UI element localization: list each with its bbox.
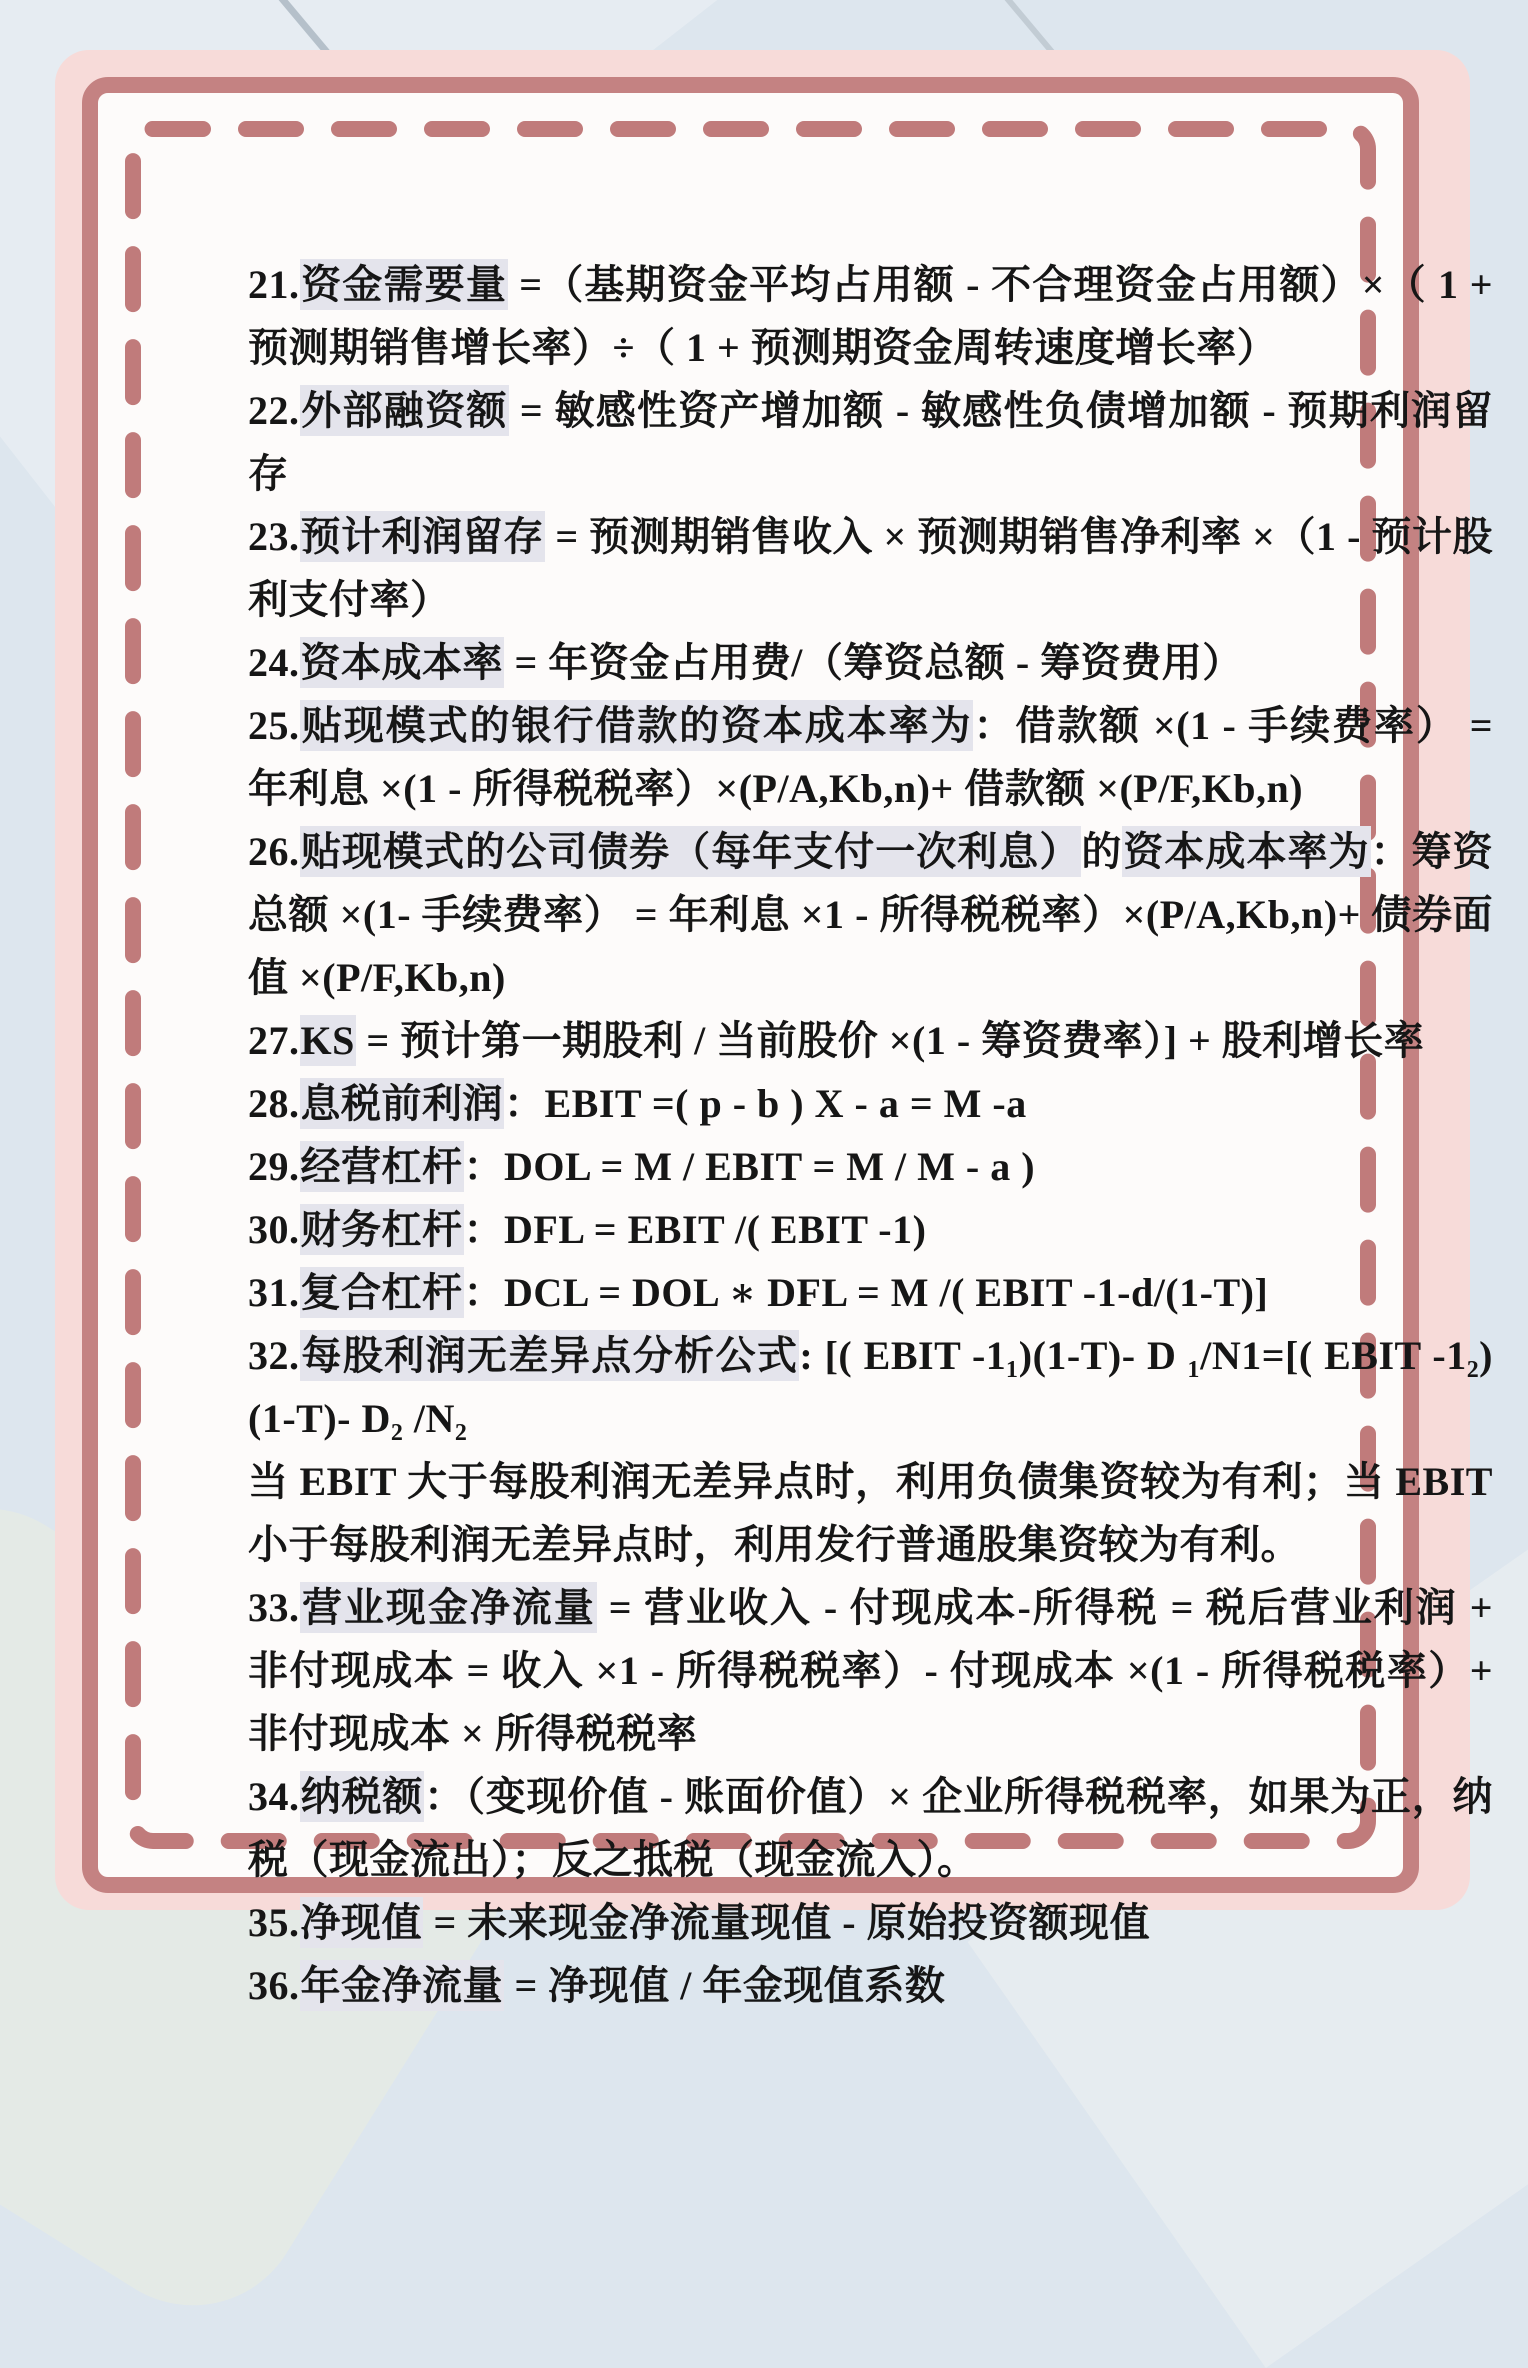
pink-card xyxy=(55,50,1494,2008)
formula-item xyxy=(248,1261,1493,1324)
item-number: 29. xyxy=(248,1144,300,1189)
formula-text: ：借款额 ×(1 - 手续费率） = 年利息 ×(1 - 所得税税率）×(P/A,Kb,n)+ 借款额 ×(P/F,Kb,n) xyxy=(248,703,1493,811)
term-highlight: 营业现金净流量 xyxy=(300,1582,597,1633)
formula-item xyxy=(248,820,1493,1009)
term-highlight: 资金需要量 xyxy=(300,259,509,310)
formula-item xyxy=(248,631,1493,694)
formula-item xyxy=(248,1324,1493,1450)
term-highlight: 资本成本率为 xyxy=(1122,826,1370,877)
formula-text: = 净现值 / 年金现值系数 xyxy=(504,1963,946,2008)
term-highlight: 外部融资额 xyxy=(300,385,509,436)
formula-text: = 年资金占用费/（筹资总额 - 筹资费用） xyxy=(504,640,1243,685)
formula-text: ：DOL = M / EBIT = M / M - a ) xyxy=(463,1144,1036,1189)
item-number: 26. xyxy=(248,829,300,874)
item-number: 22. xyxy=(248,388,300,433)
term-highlight: 财务杠杆 xyxy=(300,1204,464,1255)
item-number: 33. xyxy=(248,1585,300,1630)
item-number: 27. xyxy=(248,1018,300,1063)
item-number: 30. xyxy=(248,1207,300,1252)
formula-item xyxy=(248,505,1493,631)
item-number: 31. xyxy=(248,1270,300,1315)
formula-item xyxy=(248,379,1493,505)
formula-item xyxy=(248,1009,1493,1072)
formula-text: =（基期资金平均占用额 - 不合理资金占用额）×（ 1 + 预测期销售增长率）÷（ 1 + 预测期资金周转速度增长率） xyxy=(248,262,1494,370)
formula-text: ：DFL = EBIT /( EBIT -1) xyxy=(463,1207,927,1252)
formula-text: = 预测期销售收入 × 预测期销售净利率 ×（1 - 预计股利支付率） xyxy=(248,514,1494,622)
term-separator: 的 xyxy=(1081,829,1123,874)
formula-list xyxy=(248,253,1493,2017)
formula-text: = 预计第一期股利 / 当前股价 ×(1 - 筹资费率）] + 股利增长率 xyxy=(355,1018,1425,1063)
term-highlight: 经营杠杆 xyxy=(300,1141,464,1192)
term-highlight: 贴现模式的公司债券（每年支付一次利息） xyxy=(300,826,1082,877)
formula-item xyxy=(248,694,1493,820)
formula-item xyxy=(248,1198,1493,1261)
formula-text: ：（变现价值 - 账面价值）× 企业所得税税率，如果为正，纳税（现金流出）；反之抵税（现金流入）。 xyxy=(248,1774,1493,1882)
formula-item xyxy=(248,1135,1493,1198)
explanation-paragraph: 当 EBIT 大于每股利润无差异点时，利用负债集资较为有利；当 EBIT 小于每股利润无差异点时，利用发行普通股集资较为有利。 xyxy=(248,1459,1493,1567)
item-number: 34. xyxy=(248,1774,300,1819)
term-highlight: 资本成本率 xyxy=(300,637,505,688)
formula-text: ：DCL = DOL ∗ DFL = M /( EBIT -1-d/(1-T)] xyxy=(463,1270,1269,1315)
item-number: 24. xyxy=(248,640,300,685)
formula-item xyxy=(248,1891,1493,1954)
formula-item xyxy=(248,1765,1493,1891)
item-number: 21. xyxy=(248,262,300,307)
formula-text: = 敏感性资产增加额 - 敏感性负债增加额 - 预期利润留存 xyxy=(248,388,1493,496)
term-highlight: 贴现模式的银行借款的资本成本率为 xyxy=(300,700,974,751)
term-highlight: 复合杠杆 xyxy=(300,1267,464,1318)
term-highlight: KS xyxy=(300,1015,356,1066)
term-highlight: 预计利润留存 xyxy=(300,511,545,562)
item-number: 32. xyxy=(248,1333,300,1378)
item-number: 23. xyxy=(248,514,300,559)
item-number: 36. xyxy=(248,1963,300,2008)
formula-text: = 未来现金净流量现值 - 原始投资额现值 xyxy=(423,1900,1151,1945)
formula-item xyxy=(248,253,1493,379)
formula-item xyxy=(248,1072,1493,1135)
item-number: 35. xyxy=(248,1900,300,1945)
term-highlight: 每股利润无差异点分析公式 xyxy=(300,1330,800,1381)
term-highlight: 息税前利润 xyxy=(300,1078,505,1129)
term-highlight: 净现值 xyxy=(300,1897,424,1948)
formula-text: = 营业收入 - 付现成本-所得税 = 税后营业利润 + 非付现成本 = 收入 ×1 - 所得税税率）- 付现成本 ×(1 - 所得税税率）+ 非付现成本 × 所得税税率 xyxy=(248,1585,1493,1756)
formula-item xyxy=(248,1954,1493,2017)
item-number: 28. xyxy=(248,1081,300,1126)
term-highlight: 年金净流量 xyxy=(300,1960,505,2011)
formula-text: : [( EBIT -1₁)(1-T)- D ₁/N1=[( EBIT -1₂)(1-T)- D₂ /N₂ xyxy=(248,1333,1494,1441)
item-number: 25. xyxy=(248,703,300,748)
bordered-panel xyxy=(82,77,1494,2008)
formula-text: ：筹资总额 ×(1- 手续费率） = 年利息 ×1 - 所得税税率）×(P/A,Kb,n)+ 债券面值 ×(P/F,Kb,n) xyxy=(248,829,1494,1000)
formula-item xyxy=(248,1576,1493,1765)
formula-text: ：EBIT =( p - b ) X - a = M -a xyxy=(504,1081,1027,1126)
term-highlight: 纳税额 xyxy=(300,1771,425,1822)
